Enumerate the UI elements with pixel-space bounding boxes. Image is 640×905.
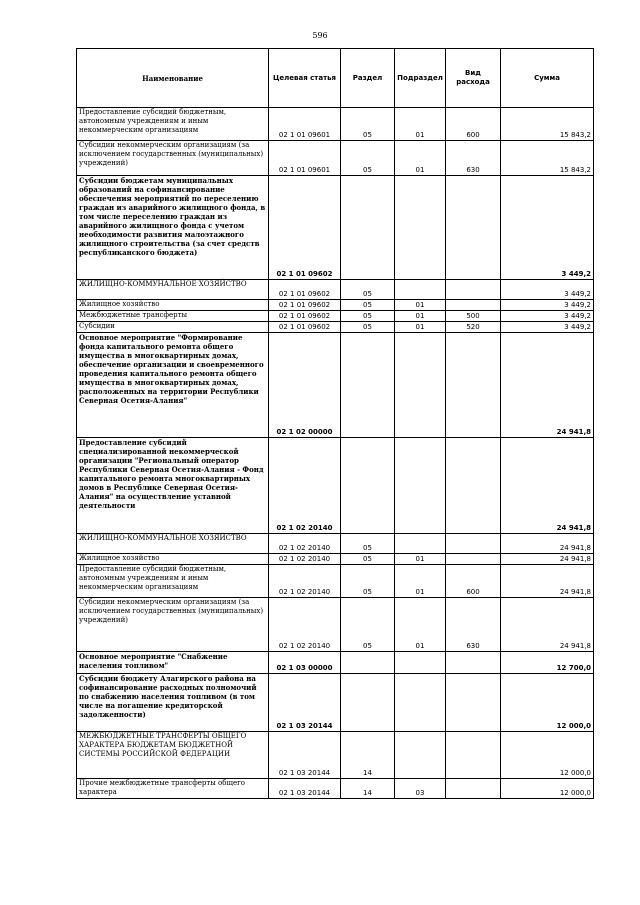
row-target-article: 02 1 03 20144	[269, 779, 341, 799]
row-name: ЖИЛИЩНО-КОММУНАЛЬНОЕ ХОЗЯЙСТВО	[77, 534, 269, 554]
row-subsection	[395, 534, 446, 554]
row-subsection: 01	[395, 108, 446, 141]
row-sum: 3 449,2	[501, 300, 594, 311]
row-section: 14	[341, 779, 395, 799]
table-row	[77, 534, 594, 554]
table-row	[77, 598, 594, 652]
row-expense-type: 520	[446, 322, 501, 333]
row-expense-type	[446, 534, 501, 554]
row-sum: 12 000,0	[501, 674, 594, 732]
page-number: 596	[312, 31, 328, 40]
row-subsection	[395, 652, 446, 674]
row-sum: 3 449,2	[501, 322, 594, 333]
row-section: 05	[341, 534, 395, 554]
table-row	[77, 322, 594, 333]
row-sum: 12 700,0	[501, 652, 594, 674]
row-name: Субсидии некоммерческим организациям (за исключением государственных (муниципальных) учреждений)	[77, 598, 269, 652]
row-expense-type	[446, 300, 501, 311]
row-subsection: 03	[395, 779, 446, 799]
row-expense-type: 630	[446, 141, 501, 176]
row-expense-type	[446, 652, 501, 674]
row-subsection	[395, 732, 446, 779]
row-subsection	[395, 438, 446, 534]
row-section: 05	[341, 554, 395, 565]
row-target-article: 02 1 02 20140	[269, 554, 341, 565]
table-row	[77, 108, 594, 141]
row-expense-type	[446, 438, 501, 534]
row-name: Субсидии некоммерческим организациям (за исключением государственных (муниципальных) учреждений)	[77, 141, 269, 176]
row-expense-type	[446, 732, 501, 779]
row-sum: 12 000,0	[501, 732, 594, 779]
row-expense-type	[446, 554, 501, 565]
row-target-article: 02 1 03 00000	[269, 652, 341, 674]
row-expense-type	[446, 674, 501, 732]
row-sum: 24 941,8	[501, 438, 594, 534]
row-subsection: 01	[395, 598, 446, 652]
row-section: 05	[341, 311, 395, 322]
row-sum: 15 843,2	[501, 108, 594, 141]
header-sum: Сумма	[501, 49, 594, 108]
row-name: Основное мероприятие "Формирование фонда капитального ремонта общего имущества в многоквартирных домах, обеспечение организации и своевременного проведения капитального ремонта общего имущества в многоквартирных домах, расположенных на территории Республики Северная Осетия-Алания"	[77, 333, 269, 438]
row-section: 05	[341, 565, 395, 598]
row-name: Субсидии бюджетам муниципальных образований на софинансирование обеспечения мероприятий по переселению граждан из аварийного жилищного фонда, в том числе переселению граждан из аварийного жилищного фонда с учетом необходимости развития малоэтажного жилищного строительства (за счет средств республиканского бюджета)	[77, 176, 269, 280]
table-row	[77, 565, 594, 598]
row-expense-type: 600	[446, 565, 501, 598]
table-row	[77, 311, 594, 322]
row-section	[341, 438, 395, 534]
table-body	[77, 108, 594, 799]
row-target-article: 02 1 01 09602	[269, 311, 341, 322]
row-target-article: 02 1 02 20140	[269, 565, 341, 598]
row-expense-type	[446, 333, 501, 438]
row-name: Предоставление субсидий бюджетным, автономным учреждениям и иным некоммерческим организациям	[77, 108, 269, 141]
table-row	[77, 438, 594, 534]
row-section: 05	[341, 141, 395, 176]
row-sum: 24 941,8	[501, 333, 594, 438]
row-section: 05	[341, 322, 395, 333]
header-subsection: Подраздел	[395, 49, 446, 108]
row-expense-type	[446, 779, 501, 799]
row-subsection: 01	[395, 322, 446, 333]
row-expense-type: 630	[446, 598, 501, 652]
row-name: МЕЖБЮДЖЕТНЫЕ ТРАНСФЕРТЫ ОБЩЕГО ХАРАКТЕРА БЮДЖЕТАМ БЮДЖЕТНОЙ СИСТЕМЫ РОССИЙСКОЙ ФЕДЕРАЦИИ	[77, 732, 269, 779]
row-expense-type	[446, 176, 501, 280]
row-subsection: 01	[395, 300, 446, 311]
row-name: Жилищное хозяйство	[77, 554, 269, 565]
header-expense-type: Вид расхода	[446, 49, 501, 108]
row-name: Предоставление субсидий бюджетным, автономным учреждениям и иным некоммерческим организациям	[77, 565, 269, 598]
row-section	[341, 176, 395, 280]
row-section	[341, 333, 395, 438]
row-section: 05	[341, 108, 395, 141]
row-subsection	[395, 674, 446, 732]
row-section	[341, 674, 395, 732]
table-row	[77, 280, 594, 300]
row-subsection: 01	[395, 554, 446, 565]
row-target-article: 02 1 01 09601	[269, 108, 341, 141]
row-sum: 12 000,0	[501, 779, 594, 799]
row-name: Прочие межбюджетные трансферты общего характера	[77, 779, 269, 799]
row-name: Межбюджетные трансферты	[77, 311, 269, 322]
row-subsection	[395, 333, 446, 438]
row-expense-type	[446, 280, 501, 300]
row-sum: 3 449,2	[501, 280, 594, 300]
row-name: Жилищное хозяйство	[77, 300, 269, 311]
row-sum: 24 941,8	[501, 565, 594, 598]
table-row	[77, 141, 594, 176]
row-sum: 24 941,8	[501, 598, 594, 652]
row-subsection	[395, 176, 446, 280]
row-target-article: 02 1 01 09602	[269, 322, 341, 333]
row-target-article: 02 1 03 20144	[269, 674, 341, 732]
row-target-article: 02 1 01 09601	[269, 141, 341, 176]
table-row	[77, 300, 594, 311]
row-section: 05	[341, 280, 395, 300]
row-target-article: 02 1 02 20140	[269, 438, 341, 534]
row-target-article: 02 1 01 09602	[269, 176, 341, 280]
row-expense-type: 600	[446, 108, 501, 141]
table-row	[77, 652, 594, 674]
row-subsection: 01	[395, 311, 446, 322]
row-sum: 3 449,2	[501, 311, 594, 322]
row-section: 05	[341, 598, 395, 652]
row-target-article: 02 1 03 20144	[269, 732, 341, 779]
row-name: Субсидии	[77, 322, 269, 333]
table-row	[77, 333, 594, 438]
table-row	[77, 554, 594, 565]
row-subsection: 01	[395, 565, 446, 598]
header-section: Раздел	[341, 49, 395, 108]
row-target-article: 02 1 02 20140	[269, 598, 341, 652]
row-expense-type: 500	[446, 311, 501, 322]
row-target-article: 02 1 01 09602	[269, 300, 341, 311]
row-name: Основное мероприятие "Снабжение населения топливом"	[77, 652, 269, 674]
table-row	[77, 779, 594, 799]
row-name: Субсидии бюджету Алагирского района на софинансирование расходных полномочий по снабжению населения топливом (в том числе на погашение кредиторской задолженности)	[77, 674, 269, 732]
table-row	[77, 732, 594, 779]
row-sum: 3 449,2	[501, 176, 594, 280]
row-section: 05	[341, 300, 395, 311]
row-section: 14	[341, 732, 395, 779]
table-row	[77, 674, 594, 732]
row-section	[341, 652, 395, 674]
row-sum: 15 843,2	[501, 141, 594, 176]
budget-table	[76, 48, 594, 799]
row-name: ЖИЛИЩНО-КОММУНАЛЬНОЕ ХОЗЯЙСТВО	[77, 280, 269, 300]
header-name: Наименование	[77, 49, 269, 108]
row-target-article: 02 1 02 20140	[269, 534, 341, 554]
row-name: Предоставление субсидий специализированной некоммерческой организации "Региональный оператор Республики Северная Осетия-Алания - Фонд капитального ремонта многоквартирных домов в Республике Северная Осетия-Алания" на осуществление уставной деятельности	[77, 438, 269, 534]
row-target-article: 02 1 01 09602	[269, 280, 341, 300]
row-subsection	[395, 280, 446, 300]
row-target-article: 02 1 02 00000	[269, 333, 341, 438]
row-sum: 24 941,8	[501, 534, 594, 554]
header-target-article: Целевая статья	[269, 49, 341, 108]
row-subsection: 01	[395, 141, 446, 176]
table-row	[77, 176, 594, 280]
table-header-row	[77, 49, 594, 108]
row-sum: 24 941,8	[501, 554, 594, 565]
